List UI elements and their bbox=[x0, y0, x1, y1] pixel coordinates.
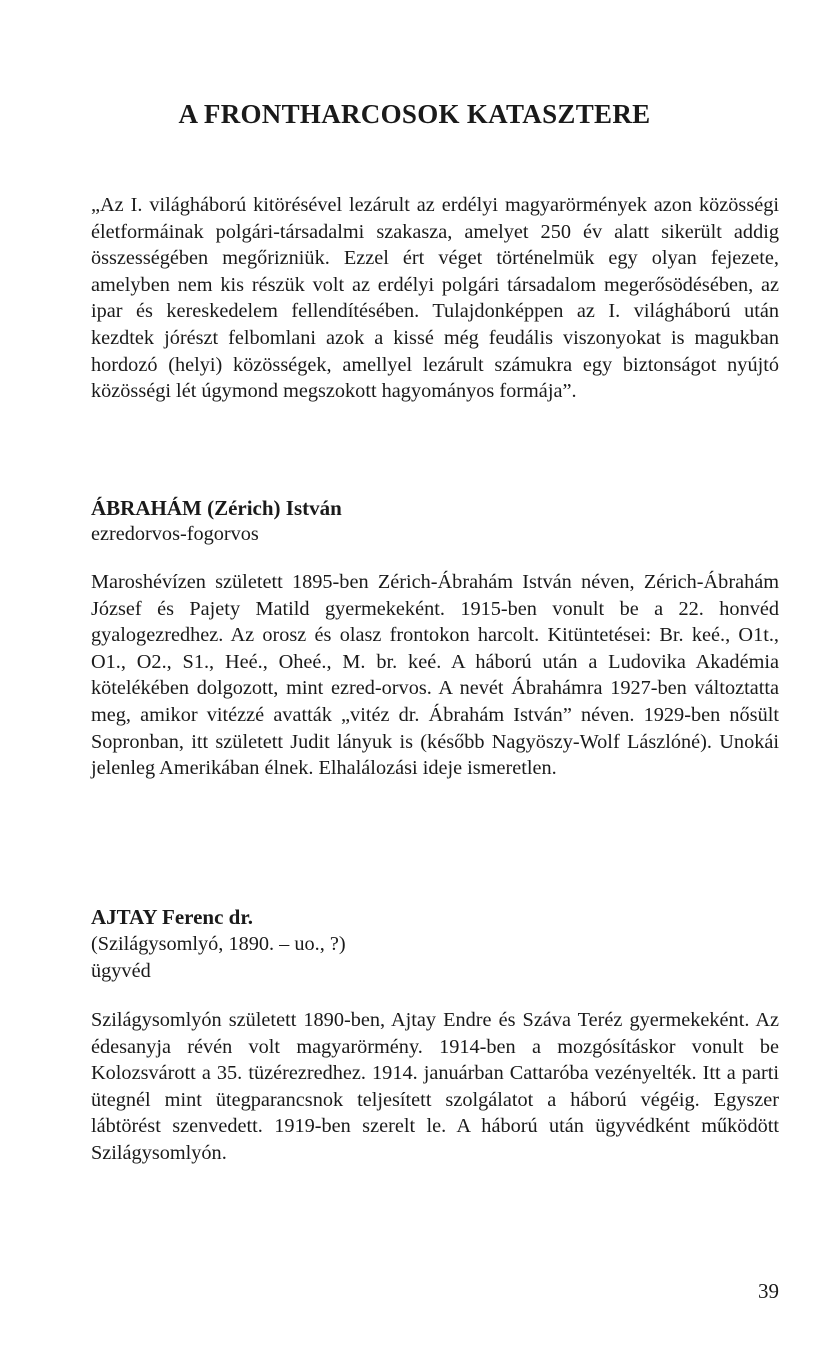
entry-biography: Maroshévízen született 1895-ben Zérich-Ábrahám István néven, Zérich-Ábrahám József és Pajety Matild gyermekeként. 1915-ben vonult be a 22. honvéd gyalogezredhez. Az orosz és olasz frontokon harcolt. Kitüntetései: Br. keé., Ο1t., Ο1., Ο2., S1., Heé., Oheé., M. br. keé. A háború után a Ludovika Akadémia kötelékében dolgozott, mint ezred-orvos. A nevét Ábrahámra 1927-ben változtatta meg, amikor vitézzé avatták „vitéz dr. Ábrahám István” néven. 1929-ben nősült Sopronban, itt született Judit lányuk is (később Nagyöszy-Wolf Lászlóné). Unokái jelenleg Amerikában élnek. Elhalálozási ideje ismeretlen. bbox=[91, 571, 779, 780]
intro-quote: „Az I. világháború kitörésével lezárult az erdélyi magyarörmények azon közösségi életformáinak polgári-társadalmi szakasza, amelyet 250 év alatt sikerült addig összességében megőrizniük. Ezzel ért véget történelmük egy olyan fejezete, amelyben nem kis részük volt az erdélyi polgári társadalom megerősödésében, az ipar és kereskedelem fellendítésében. Tulajdonképpen az I. világháború után kezdtek jórészt felbomlani azok a kissé még feudális viszonyokat is magukban hordozó (helyi) közösségek, amellyel lezárult számukra egy biztonságot nyújtó közösségi lét úgymond megszokott hagyományos formája”. bbox=[91, 194, 779, 403]
entry-occupation: ezredorvos-fogorvos bbox=[91, 523, 259, 545]
entry-biography: Szilágysomlyón született 1890-ben, Ajtay Endre és Száva Teréz gyermekeként. Az édesanyja révén volt magyarörmény. 1914-ben a mozgósításkor vonult be Kolozsvárott a 35. tüzérezredhez. 1914. januárban Cattaróba vezényelték. Itt a parti ütegnél mint ütegparancsnok teljesített szolgálatot a háború végéig. Egyszer lábtörést szenvedett. 1919-ben szerelt le. A háború után ügyvédként működött Szilágysomlyón. bbox=[91, 1009, 779, 1164]
page-title: A FRONTHARCOSOK KATASZTERE bbox=[178, 99, 651, 129]
entry-name: AJTAY Ferenc dr. bbox=[91, 905, 253, 929]
entry-life-dates: (Szilágysomlyó, 1890. – uo., ?) bbox=[91, 933, 346, 955]
page-number: 39 bbox=[758, 1279, 779, 1303]
entry-occupation: ügyvéd bbox=[91, 960, 151, 982]
entry-name: ÁBRAHÁM (Zérich) István bbox=[91, 496, 342, 520]
